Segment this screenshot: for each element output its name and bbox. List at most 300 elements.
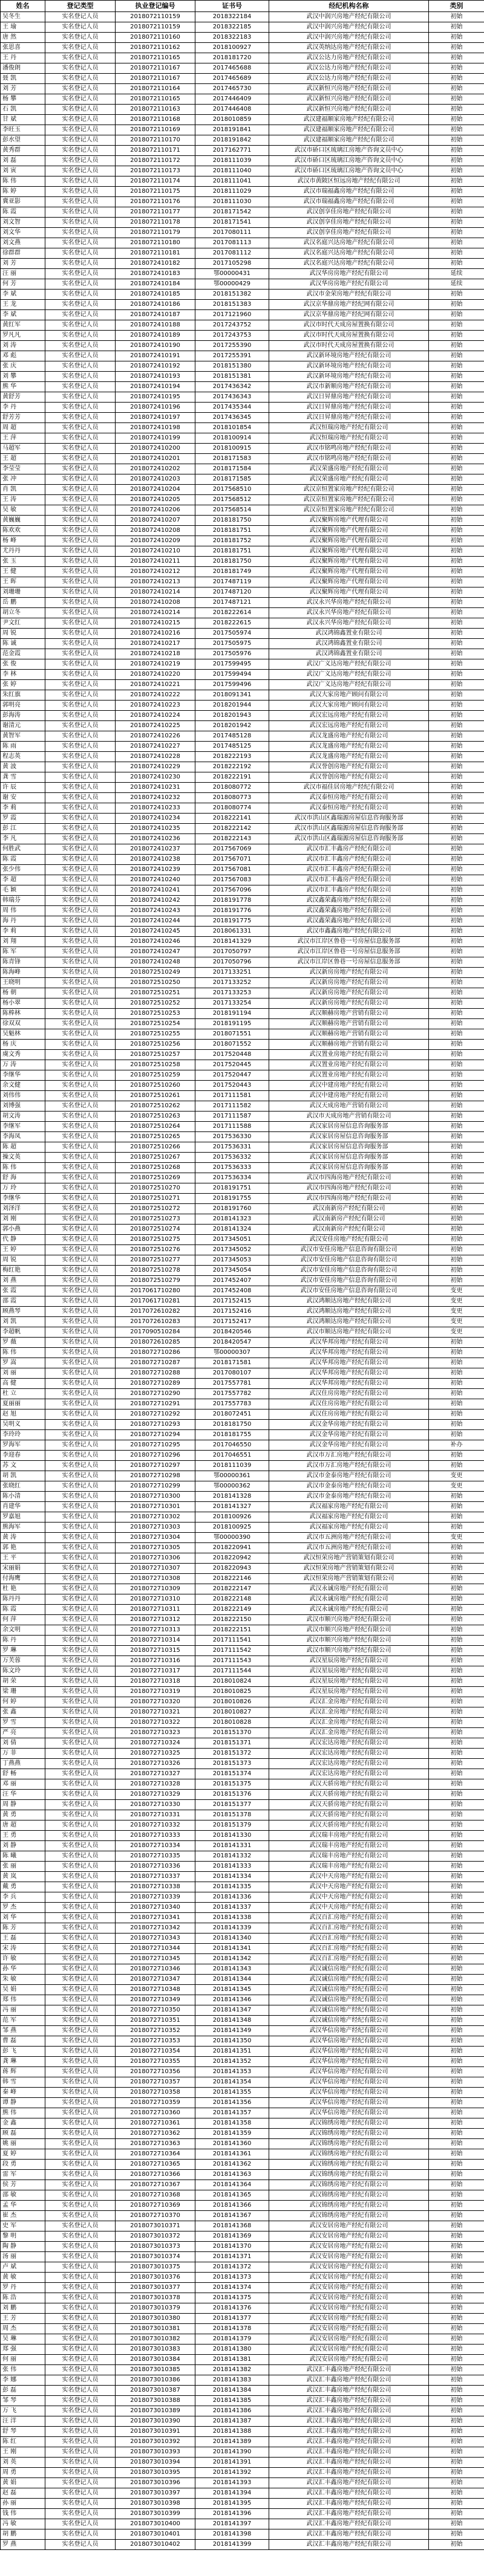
cell-category: 初始 xyxy=(429,2375,484,2386)
cell-category: 初始 xyxy=(429,546,484,557)
cell-agency-name: 武汉新恒兴房地产经纪有限公司 xyxy=(269,105,429,115)
cell-agency-name: 武汉鸿顺达房地产经纪有限公司 xyxy=(269,1296,429,1307)
cell-agency-name: 武汉聚辉房地产代理有限公司 xyxy=(269,536,429,546)
cell-certificate-number: 2017567083 xyxy=(195,875,269,885)
cell-category: 初始 xyxy=(429,372,484,382)
cell-name: 高 健 xyxy=(1,1379,45,1389)
cell-name: 雷 军 xyxy=(1,2170,45,2180)
cell-practice-number: 2018072410192 xyxy=(116,361,195,372)
cell-practice-number: 2018072710313 xyxy=(116,1625,195,1636)
cell-practice-number: 2018072410195 xyxy=(116,392,195,403)
cell-certificate-number: 2018181751 xyxy=(195,526,269,536)
cell-registration-type: 实名登记人员 xyxy=(45,1800,116,1810)
cell-name: 万 飞 xyxy=(1,2406,45,2416)
cell-practice-number: 2018072410244 xyxy=(116,916,195,927)
cell-registration-type: 实名登记人员 xyxy=(45,433,116,444)
cell-category: 初始 xyxy=(429,1564,484,1574)
cell-name: 操文英 xyxy=(1,1153,45,1163)
cell-practice-number: 2018072710320 xyxy=(116,1697,195,1707)
cell-name: 李 斌 xyxy=(1,290,45,300)
table-row xyxy=(1,228,484,238)
cell-certificate-number: 2018141348 xyxy=(195,2016,269,2026)
cell-agency-name: 武汉市顺兴房地产经纪有限公司 xyxy=(269,1636,429,1646)
cell-practice-number: 2018072510267 xyxy=(116,1153,195,1163)
cell-registration-type: 实名登记人员 xyxy=(45,1656,116,1666)
table-row xyxy=(1,1194,484,1204)
cell-name: 王 芳 xyxy=(1,2314,45,2324)
cell-practice-number: 2018072410182 xyxy=(116,259,195,269)
cell-practice-number: 2018072510279 xyxy=(116,1276,195,1286)
table-row xyxy=(1,403,484,413)
table-row xyxy=(1,598,484,608)
cell-registration-type: 实名登记人员 xyxy=(45,1019,116,1029)
cell-name: 罗 丹 xyxy=(1,2283,45,2293)
cell-category: 初始 xyxy=(429,2057,484,2067)
cell-certificate-number: 2018141356 xyxy=(195,2098,269,2108)
cell-practice-number: 2017061710281 xyxy=(116,1296,195,1307)
cell-certificate-number: 2018141364 xyxy=(195,2180,269,2190)
cell-agency-name: 武汉华邦房地产经纪有限公司 xyxy=(269,1358,429,1368)
cell-agency-name: 武汉誉创房地产经纪有限公司 xyxy=(269,772,429,783)
cell-name: 韩 雪 xyxy=(1,2077,45,2088)
cell-agency-name: 武汉住房房地产经纪有限公司 xyxy=(269,1389,429,1399)
cell-name: 刘 刚 xyxy=(1,1214,45,1225)
cell-registration-type: 实名登记人员 xyxy=(45,1163,116,1173)
cell-certificate-number: 2018141389 xyxy=(195,2437,269,2447)
table-row xyxy=(1,526,484,536)
cell-category: 初始 xyxy=(429,1656,484,1666)
cell-registration-type: 实名登记人员 xyxy=(45,2334,116,2345)
table-row xyxy=(1,218,484,228)
table-row xyxy=(1,474,484,485)
cell-practice-number: 2018072110168 xyxy=(116,115,195,125)
cell-registration-type: 实名登记人员 xyxy=(45,43,116,53)
cell-registration-type: 实名登记人员 xyxy=(45,1738,116,1749)
cell-practice-number: 2018072410200 xyxy=(116,444,195,454)
table-row xyxy=(1,495,484,505)
table-row xyxy=(1,742,484,752)
cell-registration-type: 实名登记人员 xyxy=(45,1245,116,1255)
table-row xyxy=(1,12,484,22)
cell-category: 初始 xyxy=(429,742,484,752)
cell-practice-number: 2018072410238 xyxy=(116,855,195,865)
cell-agency-name: 武汉永诚房地产经纪有限公司 xyxy=(269,1605,429,1615)
cell-registration-type: 实名登记人员 xyxy=(45,855,116,865)
cell-name: 韩瑞芬 xyxy=(1,896,45,906)
table-row xyxy=(1,2118,484,2129)
cell-name: 王 龙 xyxy=(1,300,45,310)
cell-certificate-number: 2018141392 xyxy=(195,2468,269,2478)
cell-practice-number: 2018073010380 xyxy=(116,2314,195,2324)
cell-agency-name: 武汉市鑫鑫房地产经纪有限公司 xyxy=(269,927,429,937)
cell-agency-name: 武汉鑫荣鑫房地产经纪有限公司 xyxy=(269,906,429,916)
cell-certificate-number: 2017111544 xyxy=(195,1666,269,1677)
cell-agency-name: 武汉天骄房地产经纪有限公司 xyxy=(269,1810,429,1820)
table-row xyxy=(1,2365,484,2375)
cell-certificate-number: 2018141344 xyxy=(195,1975,269,1985)
cell-name: 刘 芳 xyxy=(1,84,45,94)
cell-agency-name: 武汉华信房地产经纪有限公司 xyxy=(269,2047,429,2057)
cell-certificate-number: 2017567081 xyxy=(195,865,269,875)
cell-category: 初始 xyxy=(429,1820,484,1831)
cell-practice-number: 2018072710305 xyxy=(116,1543,195,1553)
cell-practice-number: 2018072110172 xyxy=(116,156,195,166)
table-row xyxy=(1,2283,484,2293)
table-row xyxy=(1,1862,484,1872)
cell-certificate-number: 2018151383 xyxy=(195,300,269,310)
cell-practice-number: 2018072710325 xyxy=(116,1749,195,1759)
cell-category: 变更 xyxy=(429,1317,484,1327)
cell-certificate-number: 2018420546 xyxy=(195,1327,269,1338)
cell-agency-name: 武汉住房房地产经纪有限公司 xyxy=(269,1409,429,1420)
cell-category: 初始 xyxy=(429,1913,484,1923)
cell-category: 初始 xyxy=(429,567,484,577)
table-row xyxy=(1,2324,484,2334)
table-row xyxy=(1,639,484,649)
cell-registration-type: 实名登记人员 xyxy=(45,1420,116,1430)
cell-name: 黄 涛 xyxy=(1,1533,45,1543)
cell-practice-number: 2018072710359 xyxy=(116,2098,195,2108)
cell-certificate-number: 2018141388 xyxy=(195,2427,269,2437)
cell-registration-type: 实名登记人员 xyxy=(45,2252,116,2262)
cell-agency-name: 武汉龙盛房地产经纪有限公司 xyxy=(269,742,429,752)
cell-practice-number: 2018072510262 xyxy=(116,1101,195,1112)
cell-registration-type: 实名登记人员 xyxy=(45,1060,116,1070)
cell-registration-type: 实名登记人员 xyxy=(45,1122,116,1132)
cell-certificate-number: 2017345054 xyxy=(195,1266,269,1276)
table-row xyxy=(1,1985,484,1995)
cell-practice-number: 2018072410212 xyxy=(116,567,195,577)
cell-category: 变更 xyxy=(429,1327,484,1338)
cell-name: 孙 丽 xyxy=(1,2499,45,2509)
cell-practice-number: 2018072710331 xyxy=(116,1810,195,1820)
cell-agency-name: 武汉创享佳房地产经纪有限公司 xyxy=(269,218,429,228)
cell-category: 初始 xyxy=(429,577,484,587)
cell-practice-number: 2018072710360 xyxy=(116,2108,195,2118)
cell-category: 初始 xyxy=(429,2242,484,2252)
table-row xyxy=(1,2529,484,2540)
cell-certificate-number: 2018100925 xyxy=(195,1523,269,1533)
cell-category: 初始 xyxy=(429,2416,484,2427)
cell-agency-name: 武汉金华房地产经纪有限公司 xyxy=(269,1430,429,1440)
cell-name: 胡立冬 xyxy=(1,608,45,618)
cell-name: 陈 曦 xyxy=(1,1851,45,1862)
table-row xyxy=(1,546,484,557)
table-row xyxy=(1,1605,484,1615)
cell-name: 汪 洋 xyxy=(1,2416,45,2427)
cell-category: 变更 xyxy=(429,1481,484,1492)
cell-category: 初始 xyxy=(429,1091,484,1101)
cell-practice-number: 2018072510271 xyxy=(116,1194,195,1204)
cell-agency-name: 武汉华信房地产经纪有限公司 xyxy=(269,2098,429,2108)
table-row xyxy=(1,105,484,115)
cell-agency-name: 武汉安居房地产经纪有限公司 xyxy=(269,2314,429,2324)
table-row xyxy=(1,711,484,721)
cell-category: 初始 xyxy=(429,618,484,629)
cell-registration-type: 实名登记人员 xyxy=(45,1399,116,1409)
table-row xyxy=(1,1070,484,1081)
cell-practice-number: 2018072410222 xyxy=(116,690,195,701)
cell-practice-number: 2018072410248 xyxy=(116,957,195,968)
cell-practice-number: 2018072510261 xyxy=(116,1091,195,1101)
cell-agency-name: 武汉顺赫房地产营销有限公司 xyxy=(269,1029,429,1040)
cell-certificate-number: 2018141374 xyxy=(195,2283,269,2293)
table-row xyxy=(1,361,484,372)
cell-registration-type: 实名登记人员 xyxy=(45,639,116,649)
cell-certificate-number: 2018191841 xyxy=(195,125,269,135)
cell-certificate-number: 2017255391 xyxy=(195,351,269,361)
cell-name: 邹 琴 xyxy=(1,2396,45,2406)
cell-registration-type: 实名登记人员 xyxy=(45,2509,116,2519)
cell-practice-number: 2018072710332 xyxy=(116,1820,195,1831)
cell-practice-number: 2018072710354 xyxy=(116,2047,195,2057)
cell-registration-type: 实名登记人员 xyxy=(45,1214,116,1225)
cell-practice-number: 2018072110167 xyxy=(116,63,195,74)
cell-registration-type: 实名登记人员 xyxy=(45,1533,116,1543)
cell-registration-type: 实名登记人员 xyxy=(45,896,116,906)
cell-category: 初始 xyxy=(429,721,484,731)
table-row xyxy=(1,680,484,690)
cell-practice-number: 2018072510270 xyxy=(116,1183,195,1194)
cell-agency-name: 武汉中天房地产经纪有限公司 xyxy=(269,1903,429,1913)
cell-agency-name: 武汉汇丰鑫房地产经纪有限公司 xyxy=(269,2386,429,2396)
cell-category: 初始 xyxy=(429,12,484,22)
table-row xyxy=(1,372,484,382)
cell-agency-name: 武汉创享佳房地产经纪有限公司 xyxy=(269,228,429,238)
cell-category: 初始 xyxy=(429,1245,484,1255)
cell-category: 初始 xyxy=(429,2077,484,2088)
cell-certificate-number: 2018071552 xyxy=(195,1040,269,1050)
cell-certificate-number: 2018220942 xyxy=(195,1553,269,1564)
cell-agency-name: 武汉诚信房地产经纪有限公司 xyxy=(269,1985,429,1995)
table-row xyxy=(1,2355,484,2365)
cell-registration-type: 实名登记人员 xyxy=(45,248,116,259)
cell-agency-name: 武汉安居房地产经纪有限公司 xyxy=(269,2334,429,2345)
cell-name: 张 伟 xyxy=(1,2365,45,2375)
cell-name: 刘 芳 xyxy=(1,259,45,269)
cell-practice-number: 2018072410204 xyxy=(116,485,195,495)
cell-registration-type: 实名登记人员 xyxy=(45,1584,116,1594)
table-row xyxy=(1,2077,484,2088)
cell-name: 郑 伟 xyxy=(1,1995,45,2005)
cell-practice-number: 2018072410194 xyxy=(116,382,195,392)
cell-category: 初始 xyxy=(429,2231,484,2242)
cell-certificate-number: 2018141357 xyxy=(195,2108,269,2118)
cell-certificate-number: 2018141332 xyxy=(195,1851,269,1862)
cell-registration-type: 实名登记人员 xyxy=(45,762,116,772)
cell-category: 初始 xyxy=(429,1461,484,1471)
table-row xyxy=(1,1903,484,1913)
cell-practice-number: 2018072710308 xyxy=(116,1574,195,1584)
table-row xyxy=(1,176,484,187)
table-row xyxy=(1,197,484,207)
cell-registration-type: 实名登记人员 xyxy=(45,1615,116,1625)
cell-name: 郭小燕 xyxy=(1,1225,45,1235)
cell-certificate-number: 2018151372 xyxy=(195,1749,269,1759)
cell-name: 马超军 xyxy=(1,444,45,454)
cell-agency-name: 武汉市江岸区鲁巷一号房屋信息服务部 xyxy=(269,947,429,957)
table-row xyxy=(1,1615,484,1625)
cell-registration-type: 实名登记人员 xyxy=(45,2262,116,2273)
cell-certificate-number: 2018141380 xyxy=(195,2345,269,2355)
cell-agency-name: 武汉顺赫房地产营销有限公司 xyxy=(269,1019,429,1029)
table-row xyxy=(1,2047,484,2057)
cell-agency-name: 武汉诚信房地产经纪有限公司 xyxy=(269,1964,429,1975)
cell-name: 黄 波 xyxy=(1,762,45,772)
cell-practice-number: 2018072710362 xyxy=(116,2129,195,2139)
cell-category: 初始 xyxy=(429,1872,484,1882)
cell-category: 初始 xyxy=(429,2129,484,2139)
cell-practice-number: 2018072110176 xyxy=(116,197,195,207)
cell-name: 肖 凯 xyxy=(1,485,45,495)
cell-certificate-number: 2018080772 xyxy=(195,783,269,793)
cell-agency-name: 武汉南新房产经纪有限公司 xyxy=(269,1225,429,1235)
cell-certificate-number: 2017536331 xyxy=(195,1142,269,1153)
cell-registration-type: 实名登记人员 xyxy=(45,423,116,433)
cell-certificate-number: 2018181720 xyxy=(195,53,269,63)
cell-category: 初始 xyxy=(429,413,484,423)
cell-practice-number: 2018073010402 xyxy=(116,2540,195,2550)
cell-practice-number: 2018072710367 xyxy=(116,2180,195,2190)
cell-certificate-number: 2017080111 xyxy=(195,228,269,238)
cell-agency-name: 武汉新环境房地产经纪有限公司 xyxy=(269,361,429,372)
cell-name: 肖建华 xyxy=(1,1502,45,1512)
cell-certificate-number: 2018151382 xyxy=(195,290,269,300)
cell-certificate-number: 2018080774 xyxy=(195,803,269,814)
cell-practice-number: 2018072110159 xyxy=(116,22,195,33)
cell-agency-name: 武汉市时代天成房屋置换有限公司 xyxy=(269,341,429,351)
cell-category: 初始 xyxy=(429,1543,484,1553)
table-row xyxy=(1,1502,484,1512)
cell-name: 李 娜 xyxy=(1,2375,45,2386)
cell-name: 杜 艳 xyxy=(1,1584,45,1594)
cell-certificate-number: 2018171585 xyxy=(195,474,269,485)
cell-registration-type: 实名登记人员 xyxy=(45,300,116,310)
table-row xyxy=(1,1409,484,1420)
cell-registration-type: 实名登记人员 xyxy=(45,2458,116,2468)
cell-registration-type: 实名登记人员 xyxy=(45,1142,116,1153)
cell-name: 余文健 xyxy=(1,1081,45,1091)
cell-registration-type: 实名登记人员 xyxy=(45,1769,116,1779)
table-row xyxy=(1,1954,484,1964)
cell-name: 付海鹰 xyxy=(1,1574,45,1584)
cell-registration-type: 实名登记人员 xyxy=(45,844,116,855)
cell-practice-number: 2018072710329 xyxy=(116,1790,195,1800)
cell-category: 初始 xyxy=(429,629,484,639)
cell-name: 罗 燕 xyxy=(1,2540,45,2550)
cell-category: 初始 xyxy=(429,1153,484,1163)
cell-name: 黄 岚 xyxy=(1,1872,45,1882)
cell-agency-name: 武汉市硚口区琉璃江房地产咨询文员中心 xyxy=(269,146,429,156)
cell-registration-type: 实名登记人员 xyxy=(45,382,116,392)
cell-practice-number: 2018072110174 xyxy=(116,176,195,187)
cell-registration-type: 实名登记人员 xyxy=(45,1892,116,1903)
cell-certificate-number: 2018141358 xyxy=(195,2118,269,2129)
cell-registration-type: 实名登记人员 xyxy=(45,2036,116,2047)
cell-registration-type: 实名登记人员 xyxy=(45,608,116,618)
cell-category: 初始 xyxy=(429,793,484,803)
cell-practice-number: 2018072110165 xyxy=(116,94,195,105)
cell-agency-name: 武汉市汇丰鑫房产经纪有限公司 xyxy=(269,875,429,885)
table-row xyxy=(1,1964,484,1975)
cell-certificate-number: 2018141365 xyxy=(195,2190,269,2201)
cell-name: 杨 攀 xyxy=(1,94,45,105)
cell-certificate-number: 2018141331 xyxy=(195,1841,269,1851)
cell-name: 熊海军 xyxy=(1,1523,45,1533)
cell-certificate-number: 2018141333 xyxy=(195,1862,269,1872)
cell-certificate-number: 2018141335 xyxy=(195,1882,269,1892)
header-name: 姓名 xyxy=(1,1,45,12)
cell-agency-name: 武汉市四海房地产经纪有限公司 xyxy=(269,1194,429,1204)
cell-agency-name: 武汉市时代天成房屋置换有限公司 xyxy=(269,320,429,331)
cell-registration-type: 实名登记人员 xyxy=(45,803,116,814)
cell-certificate-number: 2018141339 xyxy=(195,1923,269,1934)
cell-registration-type: 实名登记人员 xyxy=(45,1923,116,1934)
cell-registration-type: 实名登记人员 xyxy=(45,1153,116,1163)
cell-practice-number: 2018072410187 xyxy=(116,310,195,320)
cell-name: 谢清元 xyxy=(1,721,45,731)
cell-practice-number: 2018072410230 xyxy=(116,772,195,783)
cell-category: 初始 xyxy=(429,2088,484,2098)
cell-agency-name: 武汉市安佳房地产信息咨询有限公司 xyxy=(269,1276,429,1286)
cell-practice-number: 2018073010390 xyxy=(116,2416,195,2427)
cell-name: 张少伟 xyxy=(1,865,45,875)
table-row xyxy=(1,536,484,546)
cell-agency-name: 武汉永兴华房地产经纪有限公司 xyxy=(269,598,429,608)
cell-registration-type: 实名登记人员 xyxy=(45,1759,116,1769)
cell-certificate-number: 2018141370 xyxy=(195,2242,269,2252)
cell-agency-name: 武汉锦绣房地产经纪有限公司 xyxy=(269,2201,429,2211)
cell-practice-number: 2018072410197 xyxy=(116,413,195,423)
cell-certificate-number: 2018181752 xyxy=(195,536,269,546)
cell-registration-type: 实名登记人员 xyxy=(45,1029,116,1040)
cell-agency-name: 武汉家居房屋信息咨询服务部 xyxy=(269,1163,429,1173)
cell-name: 顾 磊 xyxy=(1,2129,45,2139)
cell-name: 黄 敏 xyxy=(1,2273,45,2283)
cell-category: 初始 xyxy=(429,2499,484,2509)
cell-name: 龚 雪 xyxy=(1,772,45,783)
cell-agency-name: 武汉名庭兴达房地产经纪有限公司 xyxy=(269,238,429,248)
cell-certificate-number: 2018141351 xyxy=(195,2047,269,2057)
cell-name: 胡 鹏 xyxy=(1,2529,45,2540)
cell-registration-type: 实名登记人员 xyxy=(45,2386,116,2396)
cell-practice-number: 2018072710286 xyxy=(116,1348,195,1358)
cell-registration-type: 实名登记人员 xyxy=(45,1697,116,1707)
cell-agency-name: 武汉中润兴房地产经纪有限公司 xyxy=(269,33,429,43)
table-row xyxy=(1,947,484,957)
cell-category: 初始 xyxy=(429,1800,484,1810)
cell-agency-name: 武汉天骄房地产经纪有限公司 xyxy=(269,1820,429,1831)
cell-name: 李 丹 xyxy=(1,403,45,413)
cell-name: 谭 静 xyxy=(1,2098,45,2108)
cell-agency-name: 武汉住房房地产经纪有限公司 xyxy=(269,1399,429,1409)
cell-name: 周 锐 xyxy=(1,1255,45,1266)
cell-practice-number: 2018072510250 xyxy=(116,978,195,988)
cell-certificate-number: 2018141353 xyxy=(195,2067,269,2077)
cell-agency-name: 武汉市汇丰鑫房产经纪有限公司 xyxy=(269,885,429,896)
cell-practice-number: 2018072410208 xyxy=(116,526,195,536)
cell-certificate-number: 2017345053 xyxy=(195,1255,269,1266)
cell-name: 彭 江 xyxy=(1,824,45,834)
cell-practice-number: 2018072710335 xyxy=(116,1851,195,1862)
cell-agency-name: 武汉南新房产经纪有限公司 xyxy=(269,1204,429,1214)
cell-practice-number: 2018072710355 xyxy=(116,2057,195,2067)
cell-agency-name: 武汉鸿顺达房地产经纪有限公司 xyxy=(269,1317,429,1327)
cell-agency-name: 武汉永诚房地产经纪有限公司 xyxy=(269,1584,429,1594)
cell-registration-type: 实名登记人员 xyxy=(45,1605,116,1615)
cell-certificate-number: 2017536332 xyxy=(195,1153,269,1163)
table-row xyxy=(1,1481,484,1492)
